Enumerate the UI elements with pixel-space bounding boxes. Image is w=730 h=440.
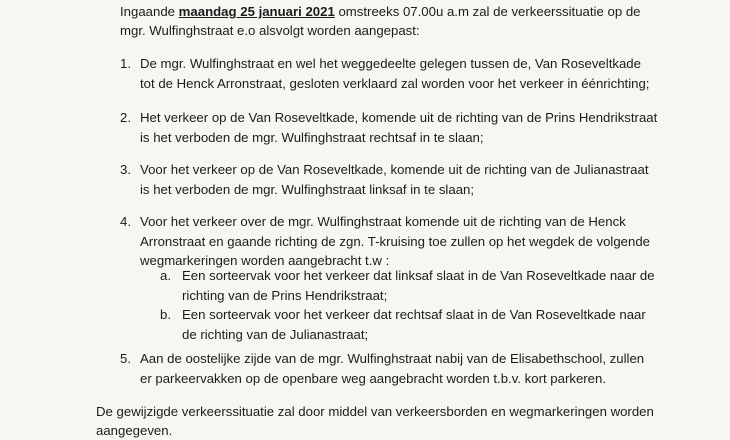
sublist-text-line: de richting van de Julianastraat; xyxy=(182,326,369,342)
list-number: 4. xyxy=(120,214,131,229)
sublist-letter: a. xyxy=(160,268,171,283)
list-text-line: Het verkeer op de Van Roseveltkade, komende uit de richting van de Prins Hendrikstraat xyxy=(140,110,658,125)
list-text-line: tot de Henck Arronstraat, gesloten verklaard zal worden voor het verkeer in éénrichting; xyxy=(140,75,650,91)
list-number: 2. xyxy=(120,110,131,125)
list-text-line: er parkeervakken op de openbare weg aangebracht worden t.b.v. kort parkeren. xyxy=(140,370,606,386)
list-number: 1. xyxy=(120,56,131,71)
list-text-line: Arronstraat en gaande richting de zgn. T-kruising toe zullen op het wegdek de volgende xyxy=(140,233,651,249)
list-text-line: Aan de oostelijke zijde van de mgr. Wulfinghstraat nabij van de Elisabethschool, zullen xyxy=(140,351,645,366)
list-number: 3. xyxy=(120,162,131,177)
intro-line-2: mgr. Wulfinghstraat e.o alsvolgt worden aangepast: xyxy=(120,23,420,38)
list-text-line: is het verboden de mgr. Wulfinghstraat rechtsaf in te slaan; xyxy=(140,129,484,145)
sublist-text-line: Een sorteervak voor het verkeer dat rechtsaf slaat in de Van Roseveltkade naar xyxy=(182,307,646,322)
list-text-line: Voor het verkeer op de Van Roseveltkade, komende uit de richting van de Julianastraat xyxy=(140,162,649,177)
closing-line-1: De gewijzigde verkeerssituatie zal door middel van verkeersborden en wegmarkeringen worden xyxy=(96,404,654,419)
sublist-letter: b. xyxy=(160,307,171,322)
list-number: 5. xyxy=(120,351,131,366)
list-text-line: De mgr. Wulfinghstraat en wel het weggedeelte gelegen tussen de, Van Roseveltkade xyxy=(140,56,641,71)
list-text-line: Voor het verkeer over de mgr. Wulfinghstraat komende uit de richting van de Henck xyxy=(140,214,626,229)
intro-line-1: Ingaande maandag 25 januari 2021 omstreeks 07.00u a.m zal de verkeerssituatie op de xyxy=(120,4,641,19)
closing-paragraph xyxy=(96,402,726,440)
date-emphasis: maandag 25 januari 2021 xyxy=(178,4,335,19)
closing-line-2: aangegeven. xyxy=(96,423,173,438)
list-text-line: is het verboden de mgr. Wulfinghstraat linksaf in te slaan; xyxy=(140,181,475,197)
intro-paragraph xyxy=(120,2,720,40)
list-text-line: wegmarkeringen worden aangebracht t.w : xyxy=(140,253,390,268)
sublist-text-line: Een sorteervak voor het verkeer dat linksaf slaat in de Van Roseveltkade naar de xyxy=(182,268,655,283)
sublist-text-line: richting van de Prins Hendrikstraat; xyxy=(182,287,388,303)
